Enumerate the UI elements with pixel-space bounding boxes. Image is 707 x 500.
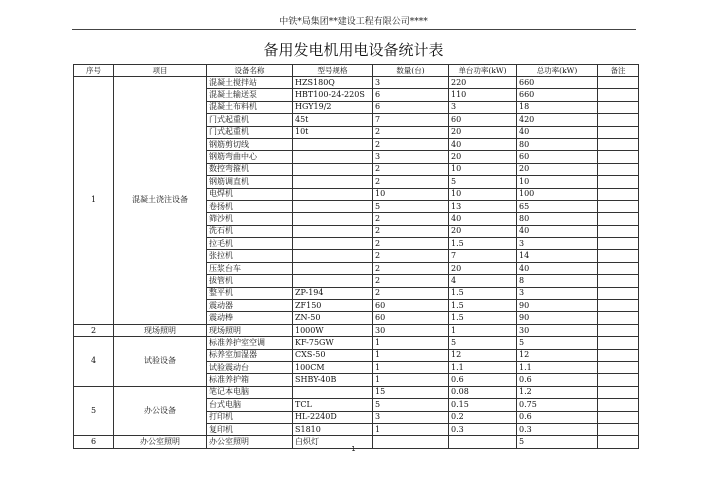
remark-cell xyxy=(598,200,639,212)
unit-power-cell: 5 xyxy=(449,337,517,349)
table-row xyxy=(74,337,639,349)
header-unit-power: 单台功率(kW) xyxy=(449,65,517,77)
header-qty: 数量(台) xyxy=(373,65,449,77)
page-number: 1 xyxy=(351,445,356,453)
quantity-cell: 3 xyxy=(373,77,449,89)
header-device: 设备名称 xyxy=(207,65,293,77)
device-name-cell: 钢筋弯曲中心 xyxy=(207,151,293,163)
device-name-cell: 混凝土布料机 xyxy=(207,101,293,113)
model-cell: 100CM xyxy=(293,361,373,373)
remark-cell xyxy=(598,423,639,435)
model-cell: HBT100-24-220S xyxy=(293,89,373,101)
header-rule xyxy=(72,29,636,30)
total-power-cell: 100 xyxy=(517,188,598,200)
remark-cell xyxy=(598,250,639,262)
model-cell: HL-2240D xyxy=(293,411,373,423)
unit-power-cell: 1.5 xyxy=(449,238,517,250)
model-cell xyxy=(293,238,373,250)
model-cell xyxy=(293,275,373,287)
model-cell: ZP-194 xyxy=(293,287,373,299)
group-item: 现场照明 xyxy=(114,324,207,336)
header-total-power: 总功率(kW) xyxy=(517,65,598,77)
total-power-cell: 14 xyxy=(517,250,598,262)
total-power-cell: 5 xyxy=(517,436,598,448)
device-name-cell: 整平机 xyxy=(207,287,293,299)
quantity-cell: 3 xyxy=(373,411,449,423)
table-body xyxy=(74,77,639,449)
model-cell xyxy=(293,225,373,237)
total-power-cell: 420 xyxy=(517,114,598,126)
quantity-cell: 6 xyxy=(373,101,449,113)
total-power-cell: 1.2 xyxy=(517,386,598,398)
model-cell: HZS180Q xyxy=(293,77,373,89)
quantity-cell: 1 xyxy=(373,361,449,373)
device-name-cell: 筛沙机 xyxy=(207,213,293,225)
unit-power-cell: 220 xyxy=(449,77,517,89)
device-name-cell: 洗石机 xyxy=(207,225,293,237)
remark-cell xyxy=(598,77,639,89)
total-power-cell: 80 xyxy=(517,138,598,150)
total-power-cell: 90 xyxy=(517,312,598,324)
quantity-cell: 2 xyxy=(373,250,449,262)
unit-power-cell: 40 xyxy=(449,213,517,225)
model-cell: SHBY-40B xyxy=(293,374,373,386)
quantity-cell: 60 xyxy=(373,300,449,312)
unit-power-cell: 20 xyxy=(449,225,517,237)
model-cell: S1810 xyxy=(293,423,373,435)
quantity-cell: 30 xyxy=(373,324,449,336)
quantity-cell: 2 xyxy=(373,287,449,299)
unit-power-cell: 1.5 xyxy=(449,287,517,299)
total-power-cell: 0.6 xyxy=(517,411,598,423)
quantity-cell: 6 xyxy=(373,89,449,101)
document-title: 备用发电机用电设备统计表 xyxy=(263,41,444,59)
model-cell: 10t xyxy=(293,126,373,138)
device-name-cell: 复印机 xyxy=(207,423,293,435)
model-cell xyxy=(293,262,373,274)
unit-power-cell: 0.08 xyxy=(449,386,517,398)
total-power-cell: 40 xyxy=(517,225,598,237)
model-cell: KF-75GW xyxy=(293,337,373,349)
remark-cell xyxy=(598,324,639,336)
total-power-cell: 20 xyxy=(517,163,598,175)
device-name-cell: 钢筋调直机 xyxy=(207,176,293,188)
remark-cell xyxy=(598,411,639,423)
remark-cell xyxy=(598,374,639,386)
total-power-cell: 40 xyxy=(517,262,598,274)
table-row xyxy=(74,324,639,336)
unit-power-cell: 110 xyxy=(449,89,517,101)
group-number: 4 xyxy=(74,337,114,387)
quantity-cell: 10 xyxy=(373,188,449,200)
device-name-cell: 拉毛机 xyxy=(207,238,293,250)
unit-power-cell: 20 xyxy=(449,126,517,138)
table-header-row xyxy=(74,65,639,77)
quantity-cell: 2 xyxy=(373,275,449,287)
remark-cell xyxy=(598,101,639,113)
header-model: 型号规格 xyxy=(293,65,373,77)
device-name-cell: 钢筋剪切线 xyxy=(207,138,293,150)
total-power-cell: 8 xyxy=(517,275,598,287)
total-power-cell: 40 xyxy=(517,126,598,138)
header-no: 序号 xyxy=(74,65,114,77)
model-cell: 白炽灯 xyxy=(293,436,373,448)
total-power-cell: 65 xyxy=(517,200,598,212)
header-remark: 备注 xyxy=(598,65,639,77)
model-cell: HGY19/2 xyxy=(293,101,373,113)
device-name-cell: 电焊机 xyxy=(207,188,293,200)
remark-cell xyxy=(598,361,639,373)
device-name-cell: 标养室加湿器 xyxy=(207,349,293,361)
remark-cell xyxy=(598,89,639,101)
unit-power-cell: 4 xyxy=(449,275,517,287)
remark-cell xyxy=(598,337,639,349)
device-name-cell: 台式电脑 xyxy=(207,399,293,411)
quantity-cell: 15 xyxy=(373,386,449,398)
remark-cell xyxy=(598,349,639,361)
unit-power-cell: 10 xyxy=(449,163,517,175)
quantity-cell: 1 xyxy=(373,349,449,361)
remark-cell xyxy=(598,225,639,237)
device-name-cell: 标准养护箱 xyxy=(207,374,293,386)
quantity-cell: 2 xyxy=(373,225,449,237)
group-item: 办公室照明 xyxy=(114,436,207,448)
unit-power-cell: 0.6 xyxy=(449,374,517,386)
model-cell xyxy=(293,250,373,262)
remark-cell xyxy=(598,151,639,163)
table-row xyxy=(74,386,639,398)
remark-cell xyxy=(598,126,639,138)
unit-power-cell: 20 xyxy=(449,262,517,274)
unit-power-cell: 13 xyxy=(449,200,517,212)
model-cell: ZF150 xyxy=(293,300,373,312)
model-cell xyxy=(293,138,373,150)
device-name-cell: 门式起重机 xyxy=(207,114,293,126)
table-row xyxy=(74,77,639,89)
group-number: 6 xyxy=(74,436,114,448)
model-cell xyxy=(293,176,373,188)
unit-power-cell: 10 xyxy=(449,188,517,200)
remark-cell xyxy=(598,300,639,312)
device-name-cell: 拔管机 xyxy=(207,275,293,287)
quantity-cell: 5 xyxy=(373,200,449,212)
device-name-cell: 门式起重机 xyxy=(207,126,293,138)
total-power-cell: 0.3 xyxy=(517,423,598,435)
total-power-cell: 3 xyxy=(517,238,598,250)
unit-power-cell: 20 xyxy=(449,151,517,163)
quantity-cell: 1 xyxy=(373,374,449,386)
quantity-cell: 1 xyxy=(373,337,449,349)
group-item: 试验设备 xyxy=(114,337,207,387)
quantity-cell: 2 xyxy=(373,213,449,225)
total-power-cell: 90 xyxy=(517,300,598,312)
model-cell xyxy=(293,151,373,163)
unit-power-cell: 60 xyxy=(449,114,517,126)
remark-cell xyxy=(598,262,639,274)
device-name-cell: 震动器 xyxy=(207,300,293,312)
model-cell xyxy=(293,200,373,212)
total-power-cell: 18 xyxy=(517,101,598,113)
device-name-cell: 试验震动台 xyxy=(207,361,293,373)
model-cell xyxy=(293,163,373,175)
device-name-cell: 张拉机 xyxy=(207,250,293,262)
model-cell xyxy=(293,213,373,225)
remark-cell xyxy=(598,386,639,398)
device-name-cell: 卷扬机 xyxy=(207,200,293,212)
unit-power-cell: 12 xyxy=(449,349,517,361)
model-cell xyxy=(293,188,373,200)
group-item: 混凝土浇注设备 xyxy=(114,77,207,325)
model-cell xyxy=(293,386,373,398)
unit-power-cell: 1.5 xyxy=(449,300,517,312)
unit-power-cell: 1 xyxy=(449,324,517,336)
device-name-cell: 震动棒 xyxy=(207,312,293,324)
remark-cell xyxy=(598,399,639,411)
total-power-cell: 3 xyxy=(517,287,598,299)
remark-cell xyxy=(598,138,639,150)
total-power-cell: 660 xyxy=(517,89,598,101)
device-name-cell: 压浆台车 xyxy=(207,262,293,274)
unit-power-cell: 5 xyxy=(449,176,517,188)
quantity-cell: 1 xyxy=(373,423,449,435)
unit-power-cell: 7 xyxy=(449,250,517,262)
quantity-cell: 60 xyxy=(373,312,449,324)
device-name-cell: 现场照明 xyxy=(207,324,293,336)
device-name-cell: 笔记本电脑 xyxy=(207,386,293,398)
remark-cell xyxy=(598,287,639,299)
remark-cell xyxy=(598,213,639,225)
model-cell: CXS-50 xyxy=(293,349,373,361)
remark-cell xyxy=(598,114,639,126)
remark-cell xyxy=(598,312,639,324)
unit-power-cell: 1.1 xyxy=(449,361,517,373)
device-name-cell: 混凝土输送泵 xyxy=(207,89,293,101)
quantity-cell: 2 xyxy=(373,138,449,150)
total-power-cell: 660 xyxy=(517,77,598,89)
equipment-table xyxy=(73,64,639,449)
remark-cell xyxy=(598,238,639,250)
group-number: 1 xyxy=(74,77,114,325)
remark-cell xyxy=(598,188,639,200)
group-number: 5 xyxy=(74,386,114,436)
unit-power-cell: 40 xyxy=(449,138,517,150)
total-power-cell: 12 xyxy=(517,349,598,361)
total-power-cell: 60 xyxy=(517,151,598,163)
quantity-cell: 7 xyxy=(373,114,449,126)
quantity-cell: 2 xyxy=(373,176,449,188)
device-name-cell: 标准养护室空调 xyxy=(207,337,293,349)
total-power-cell: 0.75 xyxy=(517,399,598,411)
device-name-cell: 混凝土搅拌站 xyxy=(207,77,293,89)
page-header: 中铁*局集团**建设工程有限公司**** xyxy=(279,17,428,27)
unit-power-cell: 1.5 xyxy=(449,312,517,324)
total-power-cell: 1.1 xyxy=(517,361,598,373)
unit-power-cell: 3 xyxy=(449,101,517,113)
group-item: 办公设备 xyxy=(114,386,207,436)
quantity-cell: 5 xyxy=(373,399,449,411)
total-power-cell: 5 xyxy=(517,337,598,349)
quantity-cell: 2 xyxy=(373,238,449,250)
total-power-cell: 0.6 xyxy=(517,374,598,386)
model-cell: TCL xyxy=(293,399,373,411)
device-name-cell: 打印机 xyxy=(207,411,293,423)
remark-cell xyxy=(598,163,639,175)
remark-cell xyxy=(598,275,639,287)
quantity-cell: 3 xyxy=(373,151,449,163)
device-name-cell: 数控弯箍机 xyxy=(207,163,293,175)
unit-power-cell: 0.15 xyxy=(449,399,517,411)
device-name-cell: 办公室照明 xyxy=(207,436,293,448)
unit-power-cell: 0.2 xyxy=(449,411,517,423)
model-cell: 1000W xyxy=(293,324,373,336)
total-power-cell: 80 xyxy=(517,213,598,225)
total-power-cell: 10 xyxy=(517,176,598,188)
model-cell: ZN-50 xyxy=(293,312,373,324)
total-power-cell: 30 xyxy=(517,324,598,336)
remark-cell xyxy=(598,176,639,188)
model-cell: 45t xyxy=(293,114,373,126)
quantity-cell: 2 xyxy=(373,262,449,274)
unit-power-cell: 0.3 xyxy=(449,423,517,435)
group-number: 2 xyxy=(74,324,114,336)
header-item: 项目 xyxy=(114,65,207,77)
quantity-cell: 2 xyxy=(373,163,449,175)
quantity-cell: 2 xyxy=(373,126,449,138)
